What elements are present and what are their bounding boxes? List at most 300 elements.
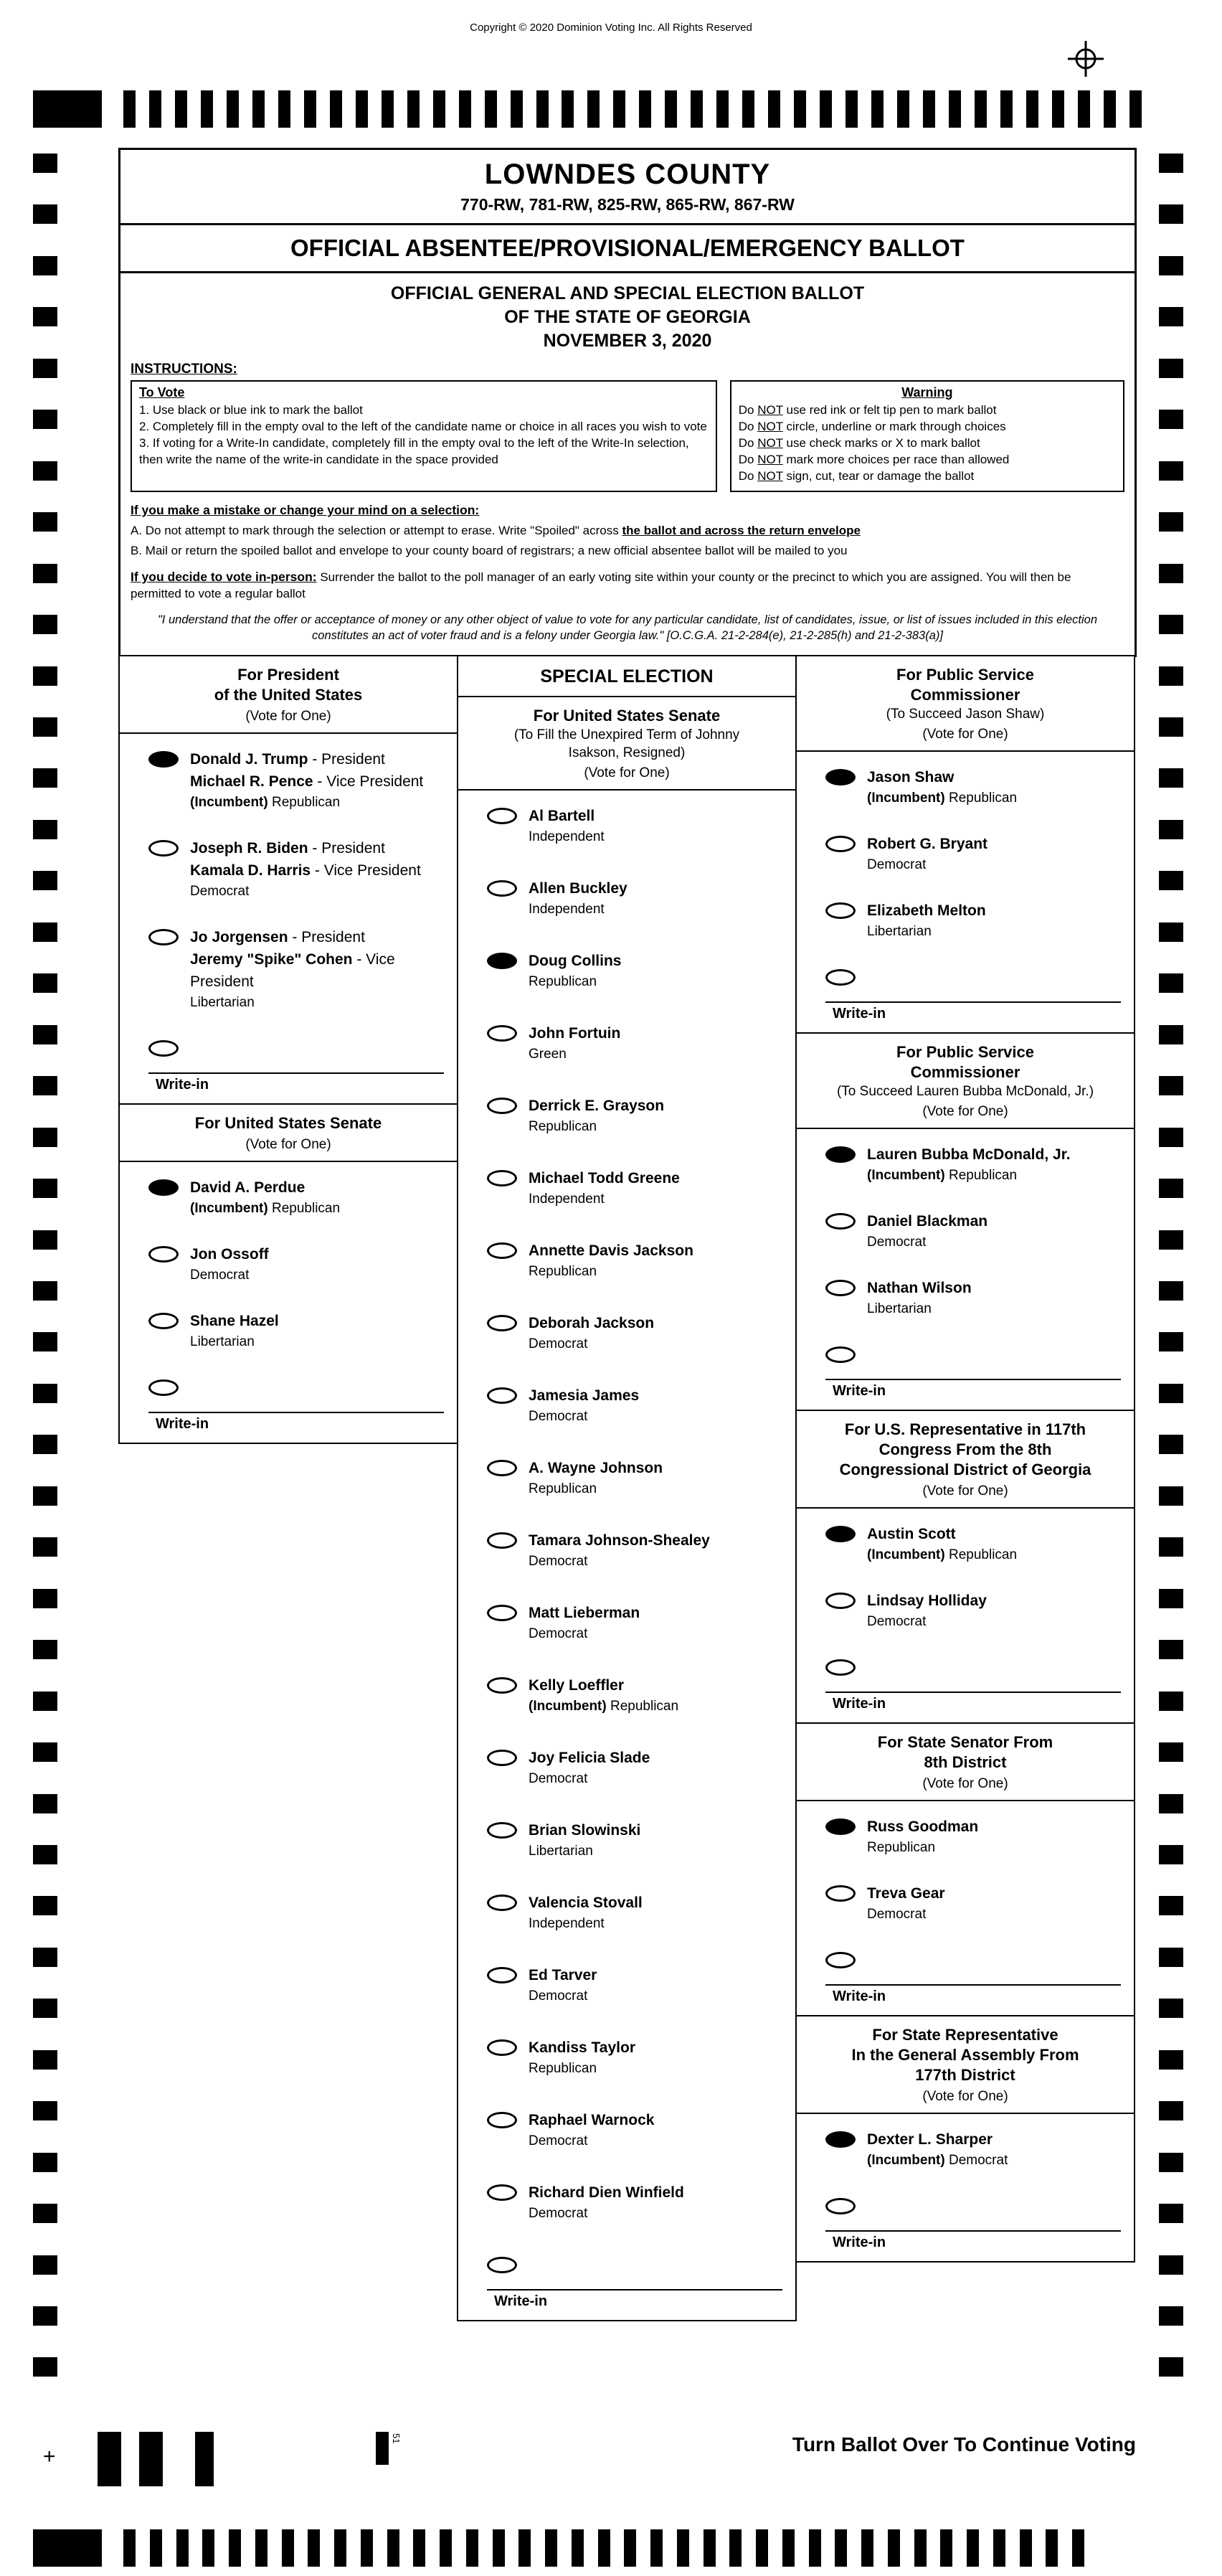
vote-for-instruction: (Vote for One) (922, 2089, 1008, 2104)
warning-items (739, 402, 1116, 484)
timing-mark (1159, 1794, 1183, 1813)
candidate-name (867, 1882, 945, 1905)
candidate-row (797, 2128, 1134, 2171)
selection-oval[interactable] (148, 1313, 179, 1329)
contest-title: For State Senator From (877, 1733, 1053, 1751)
contest-subtitle: Isakson, Resigned) (568, 745, 686, 760)
selection-oval[interactable] (148, 1246, 179, 1263)
selection-oval[interactable] (825, 836, 856, 852)
party-name: Republican (529, 2061, 597, 2076)
candidate-party (867, 788, 1017, 808)
candidate-row (458, 1384, 795, 1427)
selection-oval-filled[interactable] (825, 769, 856, 785)
timing-mark (861, 2529, 873, 2567)
timing-mark (846, 90, 858, 128)
timing-mark (33, 2101, 57, 2120)
timing-mark (33, 1845, 57, 1864)
contest-subtitle: (To Fill the Unexpired Term of Johnny (513, 727, 740, 742)
timing-mark (1159, 1179, 1183, 1198)
candidate-row (797, 1143, 1134, 1186)
timing-mark (33, 973, 57, 993)
candidate-name (867, 1816, 978, 1838)
incumbent-label: (Incumbent) (529, 1699, 610, 1714)
write-in-label: Write-in (156, 1416, 209, 1432)
party-name: Green (529, 1047, 567, 1062)
candidate-name (867, 833, 987, 855)
selection-oval-filled[interactable] (148, 1179, 179, 1196)
candidate-name (529, 1167, 680, 1189)
contest-header (797, 1411, 1134, 1509)
selection-oval[interactable] (487, 880, 517, 897)
party-name: Democrat (867, 857, 927, 872)
selection-oval[interactable] (487, 1098, 517, 1114)
instructions-columns (131, 380, 1124, 492)
county-header-box (118, 148, 1137, 225)
candidate-info (517, 1674, 678, 1717)
candidate-name-text: Robert G. Bryant (867, 836, 988, 852)
candidate-name (529, 1674, 678, 1697)
timing-mark (1159, 2255, 1183, 2275)
timing-mark (33, 1640, 57, 1659)
candidate-info (856, 1277, 972, 1319)
selection-oval[interactable] (487, 1967, 517, 1983)
party-name: Republican (529, 1119, 597, 1134)
selection-oval[interactable] (487, 1895, 517, 1911)
candidate-role: - Vice President (311, 862, 421, 879)
candidate-row (120, 1310, 457, 1352)
write-in-oval-row (797, 966, 1134, 986)
timing-mark (387, 2529, 399, 2567)
contest-title: For United States Senate (194, 1114, 382, 1132)
candidate-name (867, 1590, 987, 1612)
timing-mark (123, 90, 136, 128)
candidate-name-text: Elizabeth Melton (867, 902, 986, 919)
turn-ballot-over-text: Turn Ballot Over To Continue Voting (792, 2433, 1136, 2455)
timing-mark (1159, 871, 1183, 890)
mistake-a-text: A. Do not attempt to mark through the selection or attempt to erase. Write "Spoiled" across (131, 524, 622, 537)
vote-for-instruction: (Vote for One) (922, 1104, 1008, 1119)
candidate-role: - President (308, 840, 385, 857)
timing-mark (1159, 410, 1183, 429)
timing-mark (33, 564, 57, 583)
candidate-info (179, 926, 451, 1013)
candidate-name (867, 1210, 987, 1232)
contest-title: For Public Service (896, 666, 1034, 684)
write-in-label: Write-in (833, 1696, 886, 1712)
candidate-name-text: Raphael Warnock (529, 2112, 655, 2128)
contest (795, 1410, 1135, 1724)
candidate-name (529, 1964, 597, 1986)
candidate-row (458, 1240, 795, 1282)
timing-mark (650, 2529, 663, 2567)
timing-mark (820, 90, 832, 128)
candidate-party (529, 1697, 678, 1717)
timing-mark (1159, 2101, 1183, 2120)
write-in-oval-row (120, 1037, 457, 1057)
timing-mark (33, 2050, 57, 2070)
timing-mark (756, 2529, 768, 2567)
write-in-oval[interactable] (487, 2257, 517, 2273)
timing-mark (407, 90, 420, 128)
timing-mark (33, 1589, 57, 1608)
candidate-row (458, 877, 795, 920)
candidate-name (529, 1022, 620, 1044)
timing-mark (1159, 564, 1183, 583)
timing-mark (562, 90, 574, 128)
candidate-name (529, 1240, 693, 1262)
contest-subtitle: (To Succeed Jason Shaw) (886, 707, 1045, 722)
timing-mark (598, 2529, 610, 2567)
timing-mark (1159, 923, 1183, 942)
candidate-row (458, 805, 795, 847)
candidate-party (867, 1232, 987, 1252)
selection-oval-filled[interactable] (148, 751, 179, 768)
candidate-row (458, 1167, 795, 1209)
candidate-info (517, 1892, 643, 1934)
vote-for-instruction: (Vote for One) (245, 709, 331, 724)
selection-oval[interactable] (148, 929, 179, 945)
timing-mark (1159, 1332, 1183, 1351)
selection-oval[interactable] (487, 1677, 517, 1694)
candidate-name-text: Valencia Stovall (529, 1895, 643, 1911)
timing-mark (33, 820, 57, 839)
footer-mark-bar (376, 2432, 389, 2465)
candidate-row (797, 1590, 1134, 1632)
write-in-oval-row (797, 2195, 1134, 2214)
candidate-name-text: A. Wayne Johnson (529, 1460, 663, 1476)
selection-oval[interactable] (487, 1750, 517, 1766)
vote-for-instruction: (Vote for One) (922, 1483, 1008, 1499)
timing-mark (33, 768, 57, 788)
candidate-info (517, 1602, 640, 1644)
party-name: Democrat (529, 1988, 588, 2004)
candidate-name (190, 926, 451, 948)
candidate-name (867, 900, 986, 922)
timing-mark (433, 90, 445, 128)
candidate-row (458, 1964, 795, 2006)
selection-oval[interactable] (825, 1213, 856, 1230)
candidate-party (529, 1334, 654, 1354)
candidate-info (179, 748, 423, 813)
candidate-info (856, 1590, 987, 1632)
candidate-info (856, 1882, 945, 1925)
selection-oval[interactable] (825, 1885, 856, 1902)
timing-mark (897, 90, 909, 128)
warning-not-emphasis: NOT (757, 436, 783, 450)
candidate-party (529, 1841, 640, 1862)
party-name: Libertarian (190, 1334, 255, 1349)
candidate-name (867, 2128, 1008, 2151)
candidate-info (517, 1095, 664, 1137)
candidate-party (529, 2204, 684, 2224)
selection-oval[interactable] (487, 1387, 517, 1404)
warning-item (739, 435, 1116, 451)
contest-title: Commissioner (910, 686, 1020, 704)
timing-mark (33, 512, 57, 532)
selection-oval-filled[interactable] (825, 2131, 856, 2148)
selection-oval[interactable] (825, 1593, 856, 1609)
selection-oval[interactable] (487, 2039, 517, 2056)
candidate-info (517, 1384, 639, 1427)
selection-oval[interactable] (487, 1025, 517, 1042)
candidate-party (190, 1332, 279, 1352)
contest-title: Commissioner (910, 1063, 1020, 1081)
vote-for-instruction: (Vote for One) (245, 1137, 331, 1152)
candidate-name-text: Annette Davis Jackson (529, 1242, 693, 1259)
timing-mark (518, 2529, 531, 2567)
write-in-label: Write-in (833, 1383, 886, 1399)
warning-item-rest: sign, cut, tear or damage the ballot (782, 469, 975, 483)
selection-oval[interactable] (148, 840, 179, 857)
candidate-name-text: Jeremy "Spike" Cohen (190, 951, 353, 968)
contest (795, 1032, 1135, 1411)
timing-mark (466, 2529, 478, 2567)
candidate-info (517, 1457, 663, 1499)
candidate-party (867, 1166, 1071, 1186)
timing-mark (993, 2529, 1005, 2567)
timing-mark (1159, 1537, 1183, 1557)
write-in-oval[interactable] (148, 1040, 179, 1057)
write-in-oval[interactable] (825, 2198, 856, 2214)
candidate-name (190, 1310, 279, 1332)
party-name: Independent (529, 902, 605, 917)
write-in-label: Write-in (156, 1077, 209, 1093)
timing-mark (1159, 256, 1183, 275)
timing-mark (572, 2529, 584, 2567)
timing-mark (308, 2529, 320, 2567)
write-in-oval[interactable] (148, 1379, 179, 1396)
timing-mark (1078, 90, 1090, 128)
timing-mark (33, 1025, 57, 1044)
contest-header (120, 1105, 457, 1162)
selection-oval[interactable] (487, 1242, 517, 1259)
selection-oval[interactable] (487, 1605, 517, 1621)
timing-mark (949, 90, 961, 128)
instructions-box (118, 271, 1137, 657)
to-vote-box (131, 380, 717, 492)
timing-mark (923, 90, 935, 128)
write-in-oval[interactable] (825, 1346, 856, 1363)
selection-oval[interactable] (487, 1822, 517, 1839)
selection-oval[interactable] (487, 1460, 517, 1476)
timing-mark (361, 2529, 373, 2567)
timing-mark (33, 1435, 57, 1454)
candidate-info (517, 1747, 650, 1789)
timing-mark (809, 2529, 821, 2567)
registration-plus-mark: + (43, 2445, 56, 2468)
timing-mark (677, 2529, 689, 2567)
warning-item-pre: Do (738, 436, 758, 450)
selection-oval[interactable] (487, 2112, 517, 2128)
party-name: Democrat (529, 1336, 588, 1351)
party-name: Independent (529, 829, 605, 844)
timing-mark (382, 90, 394, 128)
candidate-name-text: Lindsay Holliday (867, 1593, 987, 1609)
candidate-list (797, 1509, 1134, 1676)
warning-item (739, 451, 1116, 468)
timing-mark (1159, 768, 1183, 788)
contest-title: For U.S. Representative in 117th (844, 1420, 1086, 1438)
selection-oval[interactable] (487, 1532, 517, 1549)
timing-mark (1072, 2529, 1084, 2567)
selection-oval-filled[interactable] (825, 1526, 856, 1542)
selection-oval[interactable] (825, 902, 856, 919)
candidate-party (867, 1545, 1017, 1565)
write-in-label: Write-in (833, 2235, 886, 2250)
candidate-party (529, 1044, 620, 1065)
to-vote-item: 2. Completely fill in the empty oval to the left of the candidate name or choice in all races you wish to vote (139, 420, 707, 433)
candidate-party (867, 1838, 978, 1858)
to-vote-item: 1. Use black or blue ink to mark the ballot (139, 403, 363, 417)
timing-mark (742, 90, 754, 128)
to-vote-item: 3. If voting for a Write-In candidate, completely fill in the empty oval to the left of the Write-In selection, then write the name of the write-in candidate in the space provided (139, 436, 689, 466)
warning-item-pre: Do (738, 469, 758, 483)
warning-item-rest: use check marks or X to mark ballot (782, 436, 980, 450)
selection-oval[interactable] (487, 2184, 517, 2201)
candidate-name-text: Russ Goodman (867, 1818, 979, 1835)
candidate-row (797, 1523, 1134, 1565)
warning-title-text: Warning (901, 385, 953, 400)
write-in-oval-row (120, 1377, 457, 1396)
timing-mark (33, 461, 57, 481)
timing-mark (888, 2529, 900, 2567)
candidate-name-text: Joy Felicia Slade (529, 1750, 650, 1766)
candidate-row (458, 1892, 795, 1934)
warning-not-emphasis: NOT (757, 469, 783, 483)
contest-title: 8th District (924, 1753, 1007, 1771)
party-name: Democrat (529, 2206, 588, 2221)
write-in-oval[interactable] (825, 1952, 856, 1968)
timing-mark (33, 1999, 57, 2018)
selection-oval-filled[interactable] (825, 1146, 856, 1163)
timing-mark (1129, 90, 1142, 128)
candidate-name-text: David A. Perdue (190, 1179, 306, 1196)
candidate-name (867, 1277, 972, 1299)
timing-mark (123, 2529, 136, 2567)
timing-mark (33, 1692, 57, 1711)
selection-oval[interactable] (487, 1170, 517, 1186)
party-name: Libertarian (867, 1301, 932, 1316)
candidate-party (529, 1986, 597, 2006)
timing-mark (33, 871, 57, 890)
selection-oval-filled[interactable] (487, 953, 517, 969)
timing-mark (729, 2529, 742, 2567)
timing-mark (33, 923, 57, 942)
precinct-codes: 770-RW, 781-RW, 825-RW, 865-RW, 867-RW (460, 195, 795, 214)
party-name: Independent (529, 1916, 605, 1931)
selection-oval[interactable] (487, 1315, 517, 1331)
timing-mark (175, 90, 187, 128)
party-name: Democrat (190, 1268, 250, 1283)
timing-mark (704, 2529, 716, 2567)
timing-mark (33, 1486, 57, 1506)
candidate-list (120, 734, 457, 1057)
party-name: Republican (272, 795, 341, 810)
timing-marks-right (1159, 154, 1183, 2377)
candidate-info (517, 1167, 680, 1209)
timing-mark (33, 307, 57, 326)
ballot-type-title: OFFICIAL ABSENTEE/PROVISIONAL/EMERGENCY BALLOT (290, 235, 965, 261)
timing-mark (1159, 512, 1183, 532)
selection-oval-filled[interactable] (825, 1818, 856, 1835)
candidate-name (190, 748, 423, 770)
write-in-oval[interactable] (825, 969, 856, 986)
write-in-oval[interactable] (825, 1659, 856, 1676)
party-name: Republican (529, 974, 597, 989)
to-vote-items (139, 402, 709, 468)
timing-block-bottom-left (33, 2529, 102, 2567)
timing-mark (691, 90, 703, 128)
timing-mark (278, 90, 290, 128)
timing-mark (639, 90, 651, 128)
candidate-list (797, 2114, 1134, 2214)
timing-mark (33, 666, 57, 686)
party-name: Independent (529, 1192, 605, 1207)
candidate-row (458, 2181, 795, 2224)
candidate-party (867, 1299, 972, 1319)
selection-oval[interactable] (825, 1280, 856, 1296)
timing-mark (150, 2529, 162, 2567)
candidate-name (190, 1176, 340, 1199)
election-title-line-3: NOVEMBER 3, 2020 (543, 331, 712, 351)
timing-mark (1159, 1486, 1183, 1506)
timing-mark (33, 359, 57, 378)
candidate-role: - President (308, 751, 385, 768)
candidate-row (458, 1747, 795, 1789)
timing-mark (33, 1179, 57, 1198)
contest-title: For President (237, 666, 339, 684)
candidate-name-text: Brian Slowinski (529, 1822, 641, 1839)
timing-mark (255, 2529, 267, 2567)
timing-mark (1159, 1845, 1183, 1864)
ballot-column-1 (118, 655, 458, 1444)
candidate-info (179, 837, 421, 902)
selection-oval[interactable] (487, 808, 517, 824)
warning-item-rest: mark more choices per race than allowed (782, 453, 1010, 466)
warning-not-emphasis: NOT (757, 420, 783, 433)
candidate-name (529, 1457, 663, 1479)
candidate-name-text: Jason Shaw (867, 769, 955, 785)
candidate-name-text: Jo Jorgensen (190, 929, 288, 945)
candidate-info (517, 2181, 684, 2224)
timing-mark (1159, 717, 1183, 737)
candidate-party (529, 1769, 650, 1789)
timing-mark (33, 1794, 57, 1813)
candidate-name (529, 1819, 640, 1841)
election-title-line-1: OFFICIAL GENERAL AND SPECIAL ELECTION BALLOT (390, 283, 865, 303)
candidate-name (529, 2037, 635, 2059)
candidate-name (867, 766, 1017, 788)
incumbent-label: (Incumbent) (190, 795, 272, 810)
candidate-row (120, 748, 457, 813)
candidate-row (797, 900, 1134, 942)
timing-mark (871, 90, 884, 128)
candidate-party (529, 1262, 693, 1282)
copyright-notice: Copyright © 2020 Dominion Voting Inc. All Rights Reserved (470, 22, 752, 34)
incumbent-label: (Incumbent) (867, 2153, 949, 2168)
write-in-oval-row (797, 1344, 1134, 1363)
candidate-name (190, 770, 423, 793)
timing-mark (1052, 90, 1064, 128)
timing-mark (1159, 2204, 1183, 2223)
timing-mark (665, 90, 677, 128)
timing-mark (835, 2529, 847, 2567)
timing-mark (227, 90, 239, 128)
contest (118, 655, 458, 1105)
timing-mark (716, 90, 729, 128)
timing-mark (511, 90, 523, 128)
candidate-name-text: Richard Dien Winfield (529, 2184, 684, 2201)
